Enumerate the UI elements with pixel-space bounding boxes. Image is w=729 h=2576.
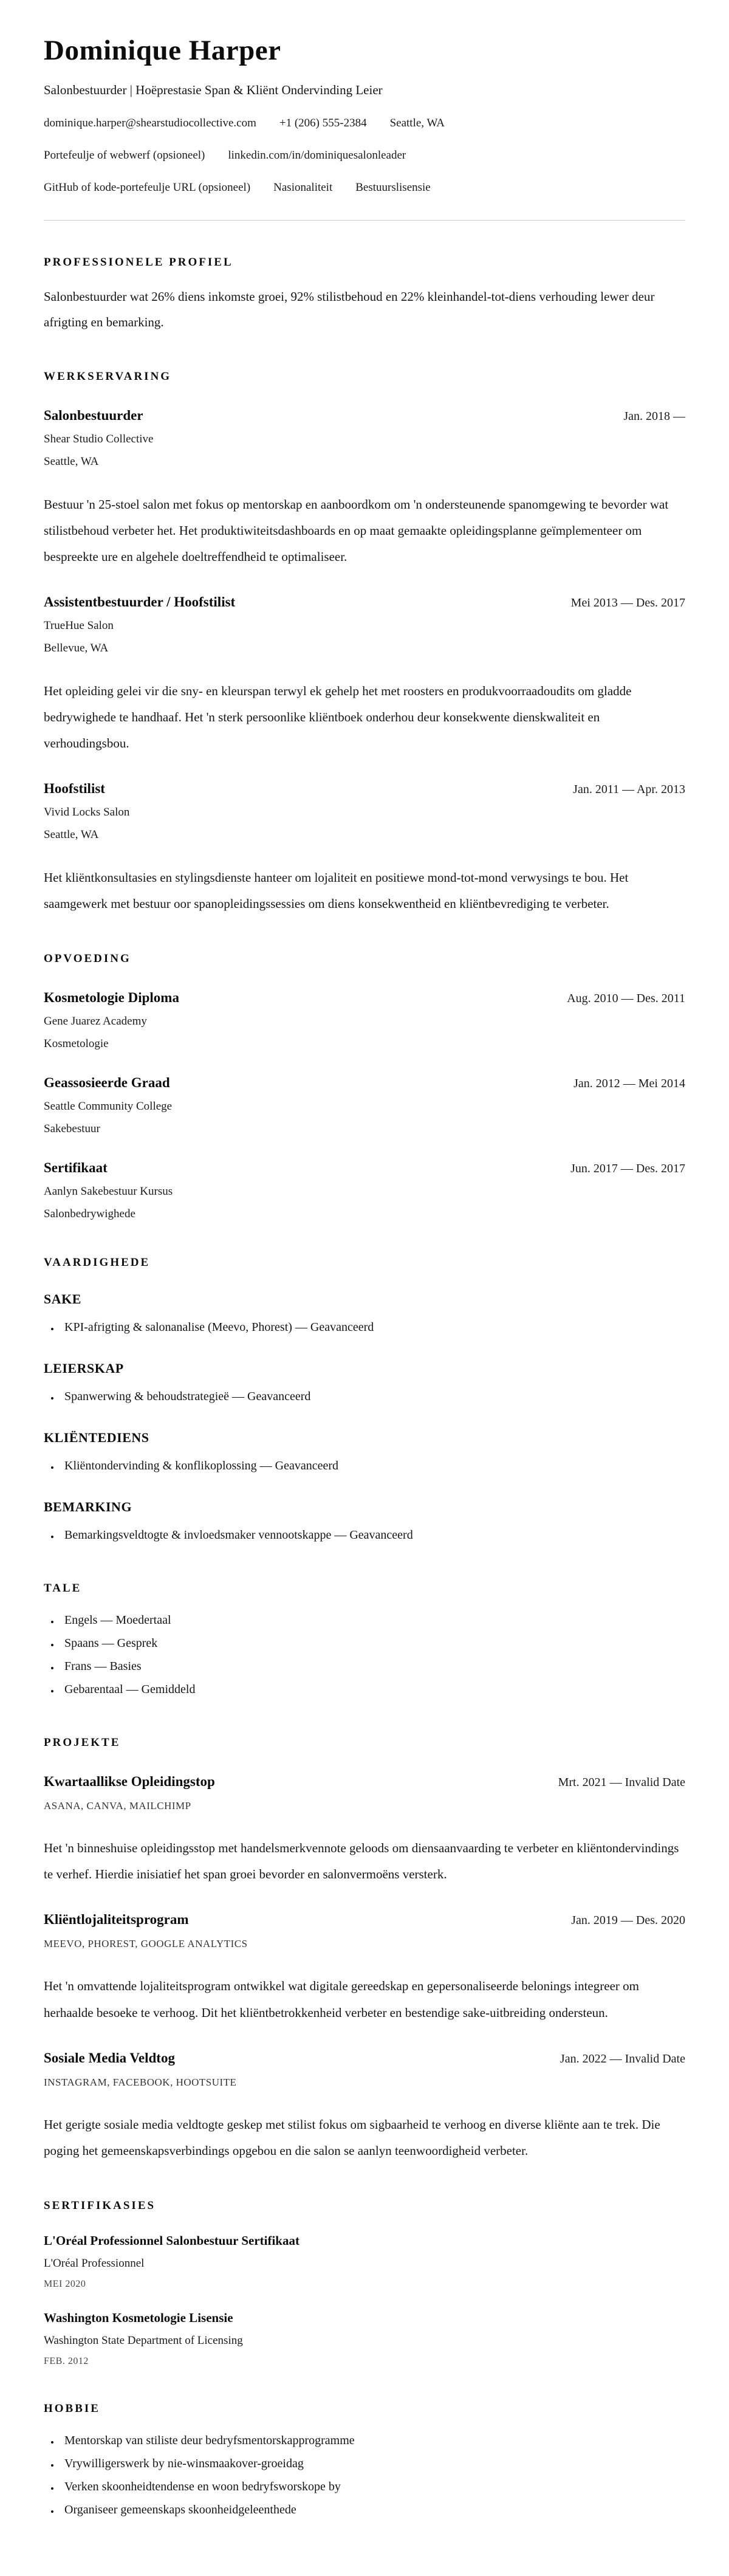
project-description: Het 'n binneshuise opleidingsstop met handelsmerkvennote geloods om diensaanvaarding te verbeter en kliëntondervindings te verhef. Hierdie inisiatief het span groei bevorder en salonvermoëns versterk. [44, 1841, 679, 1882]
profile-summary: Salonbestuurder wat 26% diens inkomste groei, 92% stilistbehoud en 22% kleinhandel-tot-diens verhouding lewer deur afrigting en bemarking. [44, 289, 655, 329]
job-entry-head [44, 408, 685, 424]
skill-group-title: KLIËNTEDIENS [44, 1430, 149, 1446]
section-heading-certifications: SERTIFIKASIES [44, 2199, 156, 2212]
project-entry-head [44, 1912, 685, 1928]
job-title: Assistentbestuurder / Hoofstilist [44, 594, 236, 610]
contact-nationality: Nasionaliteit [273, 181, 333, 194]
skill-group-title: LEIERSKAP [44, 1361, 124, 1376]
contact-phone: +1 (206) 555-2384 [279, 117, 367, 129]
language-item: • Frans — Basies [60, 1655, 685, 1678]
project-title: Kliëntlojaliteitsprogram [44, 1912, 189, 1928]
job-title: Salonbestuurder [44, 408, 143, 423]
language-item: • Spaans — Gesprek [60, 1632, 685, 1655]
contact-row-3 [44, 181, 685, 194]
skill-item: • Kliëntondervinding & konflikoplossing — Geavanceerd [60, 1454, 685, 1477]
project-dates: Jan. 2022 — Invalid Date [560, 2052, 685, 2066]
skill-list [44, 1454, 685, 1477]
resume-header [44, 34, 685, 194]
language-item: • Engels — Moedertaal [60, 1609, 685, 1632]
contact-row-2 [44, 149, 685, 162]
job-location: Seattle, WA [44, 455, 99, 468]
project-entry-head [44, 1774, 685, 1790]
education-entry-head [44, 1160, 685, 1176]
skill-item: • Bemarkingsveldtogte & invloedsmaker vennootskappe — Geavanceerd [60, 1523, 685, 1547]
job-description: Het opleiding gelei vir die sny- en kleurspan terwyl ek gehelp het met roosters en produkvoorraadoudits om gladde bedrywighede te handhaaf. Het 'n sterk persoonlike kliëntboek onderhou deur konsekwente dienskwaliteit en verhoudingsbou. [44, 684, 632, 751]
section-skills [44, 1256, 685, 1547]
project-title: Sosiale Media Veldtog [44, 2050, 175, 2066]
certification-date: FEB. 2012 [44, 2355, 89, 2366]
section-heading-projects: PROJEKTE [44, 1736, 121, 1750]
certification-issuer: L'Oréal Professionnel [44, 2256, 145, 2270]
job-entry [44, 781, 685, 917]
contact-row-1 [44, 117, 685, 130]
job-entry [44, 594, 685, 757]
education-entry [44, 990, 685, 1051]
section-education [44, 952, 685, 1221]
section-languages [44, 1582, 685, 1701]
section-experience [44, 370, 685, 917]
job-description: Het kliëntkonsultasies en stylingsdienste hanteer om lojaliteit en positiewe mond-tot-mond verwysings te bou. Het saamgewerk met bestuur oor spanopleidingssessies om diens konsekwentheid en kliëntbevrediging te verbeter. [44, 870, 629, 912]
job-location: Bellevue, WA [44, 642, 109, 655]
education-entry [44, 1075, 685, 1136]
project-entry [44, 1774, 685, 1887]
contact-linkedin: linkedin.com/in/dominiquesalonleader [228, 149, 406, 162]
section-heading-profile: PROFESSIONELE PROFIEL [44, 256, 233, 269]
skill-group-title: BEMARKING [44, 1499, 132, 1515]
project-tools: INSTAGRAM, FACEBOOK, HOOTSUITE [44, 2076, 237, 2088]
education-school: Seattle Community College [44, 1100, 173, 1113]
education-dates: Jan. 2012 — Mei 2014 [573, 1077, 685, 1091]
section-heading-skills: VAARDIGHEDE [44, 1256, 151, 1269]
section-heading-education: OPVOEDING [44, 952, 131, 966]
certification-entry [44, 2310, 685, 2367]
section-hobbies [44, 2402, 685, 2521]
job-company: Shear Studio Collective [44, 433, 154, 445]
project-tools: MEEVO, PHOREST, GOOGLE ANALYTICS [44, 1938, 248, 1950]
project-dates: Jan. 2019 — Des. 2020 [571, 1914, 685, 1928]
job-description: Bestuur 'n 25-stoel salon met fokus op mentorskap en aanboordkom om 'n ondersteunende spanomgewing te bevorder wat stilistbehoud verbeter het. Het produktiwiteitsdashboards en op maat gemaakte opleidingsplanne geïmplementeer om bespreekte ure en algehele doeltreffendheid te optimaliseer. [44, 497, 669, 565]
job-company: TrueHue Salon [44, 619, 114, 633]
job-company: Vivid Locks Salon [44, 806, 130, 819]
section-projects [44, 1736, 685, 2163]
education-entry-head [44, 990, 685, 1006]
hobby-list [44, 2429, 685, 2521]
education-school: Gene Juarez Academy [44, 1015, 147, 1028]
skill-group-title: SAKE [44, 1291, 81, 1307]
language-list [44, 1609, 685, 1701]
job-entry-head [44, 594, 685, 610]
contact-github: GitHub of kode-portefeulje URL (opsioneel) [44, 181, 251, 194]
hobby-item: • Mentorskap van stiliste deur bedryfsmentorskapprogramme [60, 2429, 685, 2452]
job-title: Hoofstilist [44, 781, 105, 797]
project-entry [44, 2050, 685, 2164]
project-tools: ASANA, CANVA, MAILCHIMP [44, 1800, 191, 1812]
education-field: Kosmetologie [44, 1037, 109, 1051]
section-heading-languages: TALE [44, 1582, 82, 1595]
education-field: Salonbedrywighede [44, 1207, 135, 1221]
certification-name: L'Oréal Professionnel Salonbestuur Sertifikaat [44, 2233, 299, 2248]
education-entry-head [44, 1075, 685, 1091]
education-school: Aanlyn Sakebestuur Kursus [44, 1185, 173, 1198]
contact-portfolio: Portefeulje of webwerf (opsioneel) [44, 149, 205, 162]
section-heading-hobbies: HOBBIE [44, 2402, 100, 2415]
candidate-title: Salonbestuurder | Hoëprestasie Span & Kliënt Ondervinding Leier [44, 83, 383, 97]
contact-license: Bestuurslisensie [355, 181, 431, 194]
skill-list [44, 1385, 685, 1408]
section-certifications [44, 2199, 685, 2367]
contact-location: Seattle, WA [389, 117, 445, 129]
education-degree: Sertifikaat [44, 1160, 108, 1176]
job-entry-head [44, 781, 685, 797]
project-description: Het 'n omvattende lojaliteitsprogram ontwikkel wat digitale gereedskap en gepersonaliseerde belonings integreer om herhaalde besoeke te verhoog. Dit het kliëntbetrokkenheid verbeter en bestendige sake-uitbreiding ondersteun. [44, 1979, 639, 2020]
hobby-item: • Organiseer gemeenskaps skoonheidgeleenthede [60, 2498, 685, 2521]
job-dates: Jan. 2011 — Apr. 2013 [573, 783, 685, 797]
certification-date: MEI 2020 [44, 2278, 86, 2289]
education-dates: Aug. 2010 — Des. 2011 [567, 992, 685, 1006]
hobby-item: • Vrywilligerswerk by nie-winsmaakover-groeidag [60, 2452, 685, 2475]
section-profile [44, 256, 685, 335]
certification-issuer: Washington State Department of Licensing [44, 2334, 243, 2347]
certification-entry [44, 2233, 685, 2290]
certification-name: Washington Kosmetologie Lisensie [44, 2310, 233, 2325]
project-dates: Mrt. 2021 — Invalid Date [558, 1776, 685, 1790]
job-entry [44, 408, 685, 570]
project-entry-head [44, 2050, 685, 2066]
section-heading-experience: WERKSERVARING [44, 370, 172, 383]
contact-email: dominique.harper@shearstudiocollective.com [44, 117, 256, 129]
hobby-item: • Verken skoonheidtendense en woon bedryfsworskope by [60, 2475, 685, 2498]
project-description: Het gerigte sosiale media veldtogte geskep met stilist fokus om sigbaarheid te verhoog en diverse kliënte aan te trek. Die poging het gemeenskapsverbindings opgebou en die salon se aanlyn teenwoordigheid verbeter. [44, 2117, 660, 2158]
education-degree: Kosmetologie Diploma [44, 990, 179, 1006]
job-dates: Mei 2013 — Des. 2017 [570, 596, 685, 610]
project-entry [44, 1912, 685, 2025]
job-dates: Jan. 2018 — [623, 410, 685, 423]
language-item: • Gebarentaal — Gemiddeld [60, 1678, 685, 1701]
skill-list [44, 1523, 685, 1547]
education-field: Sakebestuur [44, 1122, 100, 1136]
skill-item: • Spanwerwing & behoudstrategieë — Geavanceerd [60, 1385, 685, 1408]
candidate-name: Dominique Harper [44, 35, 281, 66]
job-location: Seattle, WA [44, 828, 99, 842]
education-dates: Jun. 2017 — Des. 2017 [570, 1162, 685, 1176]
education-degree: Geassosieerde Graad [44, 1075, 170, 1091]
project-title: Kwartaallikse Opleidingstop [44, 1774, 215, 1790]
skill-list [44, 1316, 685, 1339]
education-entry [44, 1160, 685, 1221]
header-divider [44, 220, 685, 221]
skill-item: • KPI-afrigting & salonanalise (Meevo, Phorest) — Geavanceerd [60, 1316, 685, 1339]
